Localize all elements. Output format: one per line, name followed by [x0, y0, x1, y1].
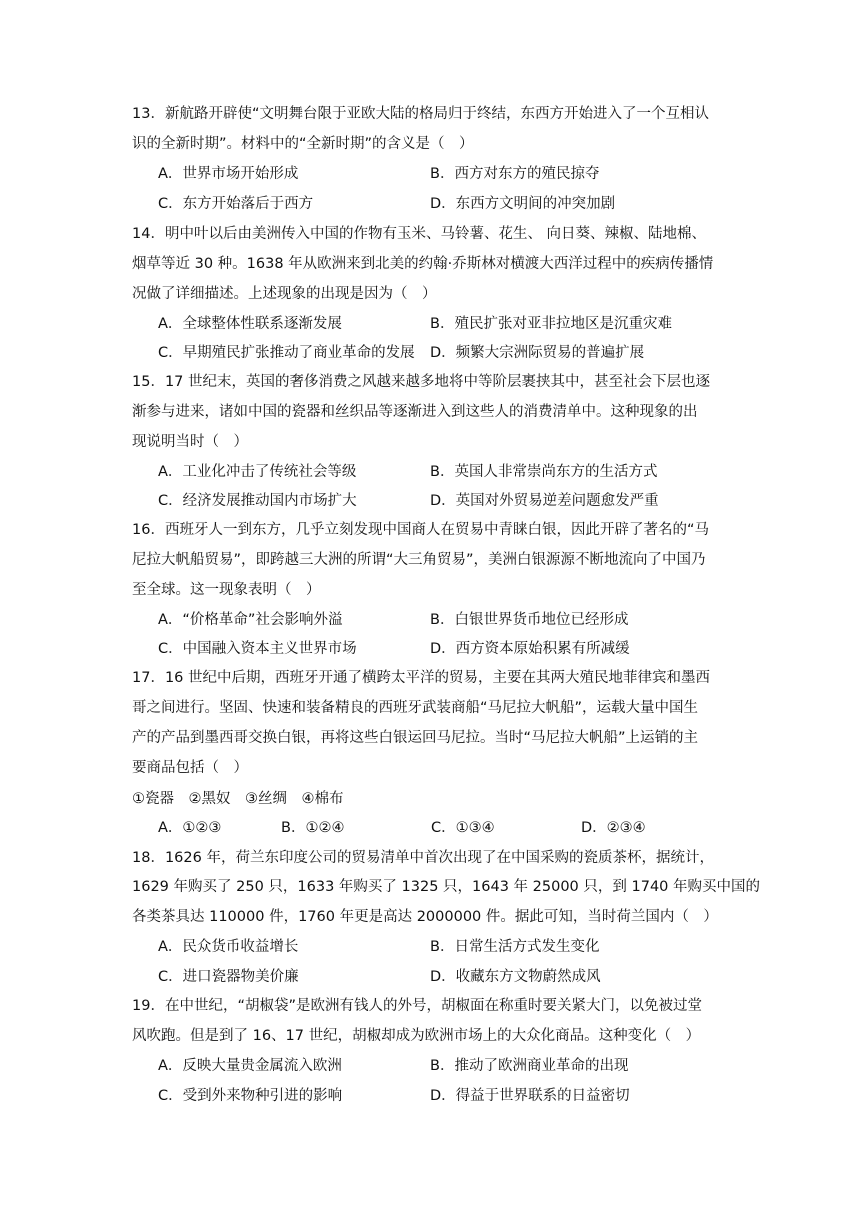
- question-14-option-b: B．殖民扩张对亚非拉地区是沉重灾难: [430, 316, 672, 332]
- question-17-choice-items: ①瓷器 ②黑奴 ③丝绸 ④棉布: [132, 791, 344, 807]
- question-13-stem-line-2: 识的全新时期”。材料中的“全新时期”的含义是（ ）: [132, 136, 474, 152]
- question-16-stem-line-1: 16．西班牙人一到东方，几乎立刻发现中国商人在贸易中青睐白银，因此开辟了著名的“马: [132, 522, 709, 538]
- question-15-stem-line-3: 现说明当时（ ）: [132, 434, 248, 450]
- question-15-option-a: A．工业化冲击了传统社会等级: [158, 464, 357, 480]
- question-15-option-b: B．英国人非常崇尚东方的生活方式: [430, 464, 658, 480]
- question-19-option-b: B．推动了欧洲商业革命的出现: [430, 1058, 629, 1074]
- question-14-stem-line-2: 烟草等近 30 种。1638 年从欧洲来到北美的约翰·乔斯林对横渡大西洋过程中的疾病传播情: [132, 256, 714, 272]
- question-13-stem-line-1: 13．新航路开辟使“文明舞台限于亚欧大陆的格局归于终结，东西方开始进入了一个互相认: [132, 106, 709, 122]
- question-16-option-b: B．白银世界货币地位已经形成: [430, 612, 629, 628]
- question-17-option-b: B．①②④: [281, 820, 345, 836]
- question-18-option-d: D．收藏东方文物蔚然成风: [430, 969, 601, 985]
- question-19-stem-line-1: 19．在中世纪，“胡椒袋”是欧洲有钱人的外号，胡椒面在称重时要关紧大门，以免被过堂: [132, 998, 702, 1014]
- question-18-option-c: C．进口瓷器物美价廉: [158, 969, 299, 985]
- question-19-stem-line-2: 风吹跑。但是到了 16、17 世纪，胡椒却成为欧洲市场上的大众化商品。这种变化（ ）: [132, 1028, 701, 1044]
- question-14-option-c: C．早期殖民扩张推动了商业革命的发展: [158, 345, 415, 361]
- question-19-option-d: D．得益于世界联系的日益密切: [430, 1088, 630, 1104]
- question-14-stem-line-3: 况做了详细描述。上述现象的出现是因为（ ）: [132, 286, 437, 302]
- question-17-option-c: C．①③④: [431, 820, 495, 836]
- question-18-stem-line-3: 各类茶具达 110000 件，1760 年更是高达 2000000 件。据此可知，当时荷兰国内（ ）: [132, 909, 718, 925]
- question-14-option-a: A．全球整体性联系逐渐发展: [158, 316, 342, 332]
- question-13-option-c: C．东方开始落后于西方: [158, 196, 314, 212]
- question-16-option-a: A．“价格革命”社会影响外溢: [158, 612, 343, 628]
- question-15-stem-line-1: 15．17 世纪末，英国的奢侈消费之风越来越多地将中等阶层裹挟其中，甚至社会下层也逐: [132, 374, 711, 390]
- question-18-option-b: B．日常生活方式发生变化: [430, 939, 600, 955]
- question-17-stem-line-1: 17．16 世纪中后期，西班牙开通了横跨太平洋的贸易，主要在其两大殖民地菲律宾和墨西: [132, 670, 711, 686]
- question-18-stem-line-2: 1629 年购买了 250 只，1633 年购买了 1325 只，1643 年 25000 只，到 1740 年购买中国的: [132, 879, 761, 895]
- question-16-stem-line-2: 尼拉大帆船贸易”，即跨越三大洲的所谓“大三角贸易”，美洲白银源源不断地流向了中国乃: [132, 552, 706, 568]
- question-15-stem-line-2: 渐参与进来，诸如中国的瓷器和丝织品等逐渐进入到这些人的消费清单中。这种现象的出: [132, 404, 698, 420]
- question-14-option-d: D．频繁大宗洲际贸易的普遍扩展: [430, 345, 645, 361]
- question-15-option-c: C．经济发展推动国内市场扩大: [158, 493, 357, 509]
- question-18-option-a: A．民众货币收益增长: [158, 939, 299, 955]
- question-17-option-d: D．②③④: [581, 820, 646, 836]
- question-17-stem-line-2: 哥之间进行。坚固、快速和装备精良的西班牙武装商船“马尼拉大帆船”，运载大量中国生: [132, 700, 699, 716]
- question-16-stem-line-3: 至全球。这一现象表明（ ）: [132, 582, 321, 598]
- question-16-option-c: C．中国融入资本主义世界市场: [158, 641, 357, 657]
- question-19-option-c: C．受到外来物种引进的影响: [158, 1088, 343, 1104]
- question-17-option-a: A．①②③: [158, 820, 222, 836]
- question-18-stem-line-1: 18．1626 年，荷兰东印度公司的贸易清单中首次出现了在中国采购的瓷质茶杯，据统计，: [132, 850, 714, 866]
- question-19-option-a: A．反映大量贵金属流入欧洲: [158, 1058, 342, 1074]
- question-13-option-d: D．东西方文明间的冲突加剧: [430, 196, 616, 212]
- question-15-option-d: D．英国对外贸易逆差问题愈发严重: [430, 493, 659, 509]
- question-13-option-a: A．世界市场开始形成: [158, 166, 299, 182]
- question-17-stem-line-3: 产的产品到墨西哥交换白银，再将这些白银运回马尼拉。当时“马尼拉大帆船”上运销的主: [132, 730, 699, 746]
- question-16-option-d: D．西方资本原始积累有所减缓: [430, 641, 630, 657]
- question-14-stem-line-1: 14．明中叶以后由美洲传入中国的作物有玉米、马铃薯、花生、 向日葵、辣椒、陆地棉、: [132, 226, 707, 242]
- question-17-stem-line-4: 要商品包括（ ）: [132, 760, 248, 776]
- question-13-option-b: B．西方对东方的殖民掠夺: [430, 166, 600, 182]
